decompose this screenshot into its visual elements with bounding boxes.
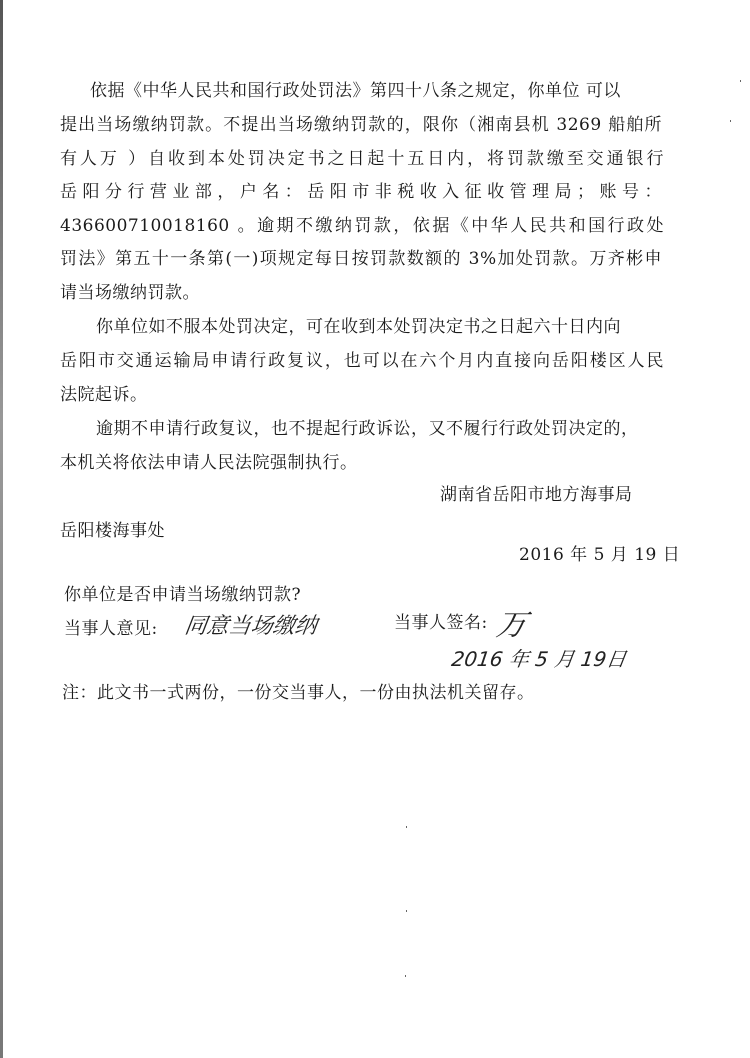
paragraph-1-line-2: 提出当场缴纳罚款。不提出当场缴纳罚款的，限你（湘南县机 3269 船舶所 — [60, 115, 662, 135]
paragraph-1-line-3: 有人万 ）自收到本处罚决定书之日起十五日内，将罚款缴至交通银行 — [60, 149, 664, 169]
issuer-bureau: 湖南省岳阳市地方海事局 — [440, 485, 633, 505]
scan-speck — [740, 80, 741, 82]
paragraph-2-line-1: 你单位如不服本处罚决定，可在收到本处罚决定书之日起六十日内向 — [96, 317, 621, 337]
scan-speck — [405, 975, 406, 977]
opinion-label: 当事人意见: — [64, 619, 158, 639]
handwritten-signature: 万 — [494, 608, 529, 643]
paragraph-1-line-7: 请当场缴纳罚款。 — [60, 283, 200, 303]
paragraph-2-line-2: 岳阳市交通运输局申请行政复议，也可以在六个月内直接向岳阳楼区人民 — [60, 351, 664, 371]
signature-label: 当事人签名: — [394, 613, 488, 633]
scan-speck — [730, 120, 731, 122]
paragraph-2-line-3: 法院起诉。 — [60, 385, 148, 405]
handwritten-opinion: 同意当场缴纳 — [182, 614, 319, 639]
scan-speck — [406, 826, 407, 828]
paragraph-3-line-2: 本机关将依法申请人民法院强制执行。 — [60, 453, 358, 473]
document-note: 注：此文书一式两份，一份交当事人，一份由执法机关留存。 — [62, 683, 535, 703]
paragraph-1-line-1: 依据《中华人民共和国行政处罚法》第四十八条之规定，你单位 可以 — [90, 81, 621, 101]
handwritten-sign-date: 2016 年 5 月 19日 — [450, 647, 628, 671]
paragraph-1-line-5: 436600710018160 。逾期不缴纳罚款，依据《中华人民共和国行政处 — [60, 216, 664, 236]
paragraph-1-line-6: 罚法》第五十一条第(一)项规定每日按罚款数额的 3%加处罚款。万齐彬申 — [60, 249, 662, 269]
paragraph-3-line-1: 逾期不申请行政复议，也不提起行政诉讼，又不履行行政处罚决定的， — [96, 419, 639, 439]
scan-speck — [406, 910, 407, 912]
payment-question: 你单位是否申请当场缴纳罚款? — [64, 585, 302, 605]
paragraph-1-line-4: 岳阳分行营业部，户名：岳阳市非税收入征收管理局；账号： — [60, 182, 662, 202]
scan-left-edge — [0, 0, 3, 1058]
issuer-office: 岳阳楼海事处 — [60, 521, 165, 541]
issue-date: 2016 年 5 月 19 日 — [519, 545, 681, 565]
